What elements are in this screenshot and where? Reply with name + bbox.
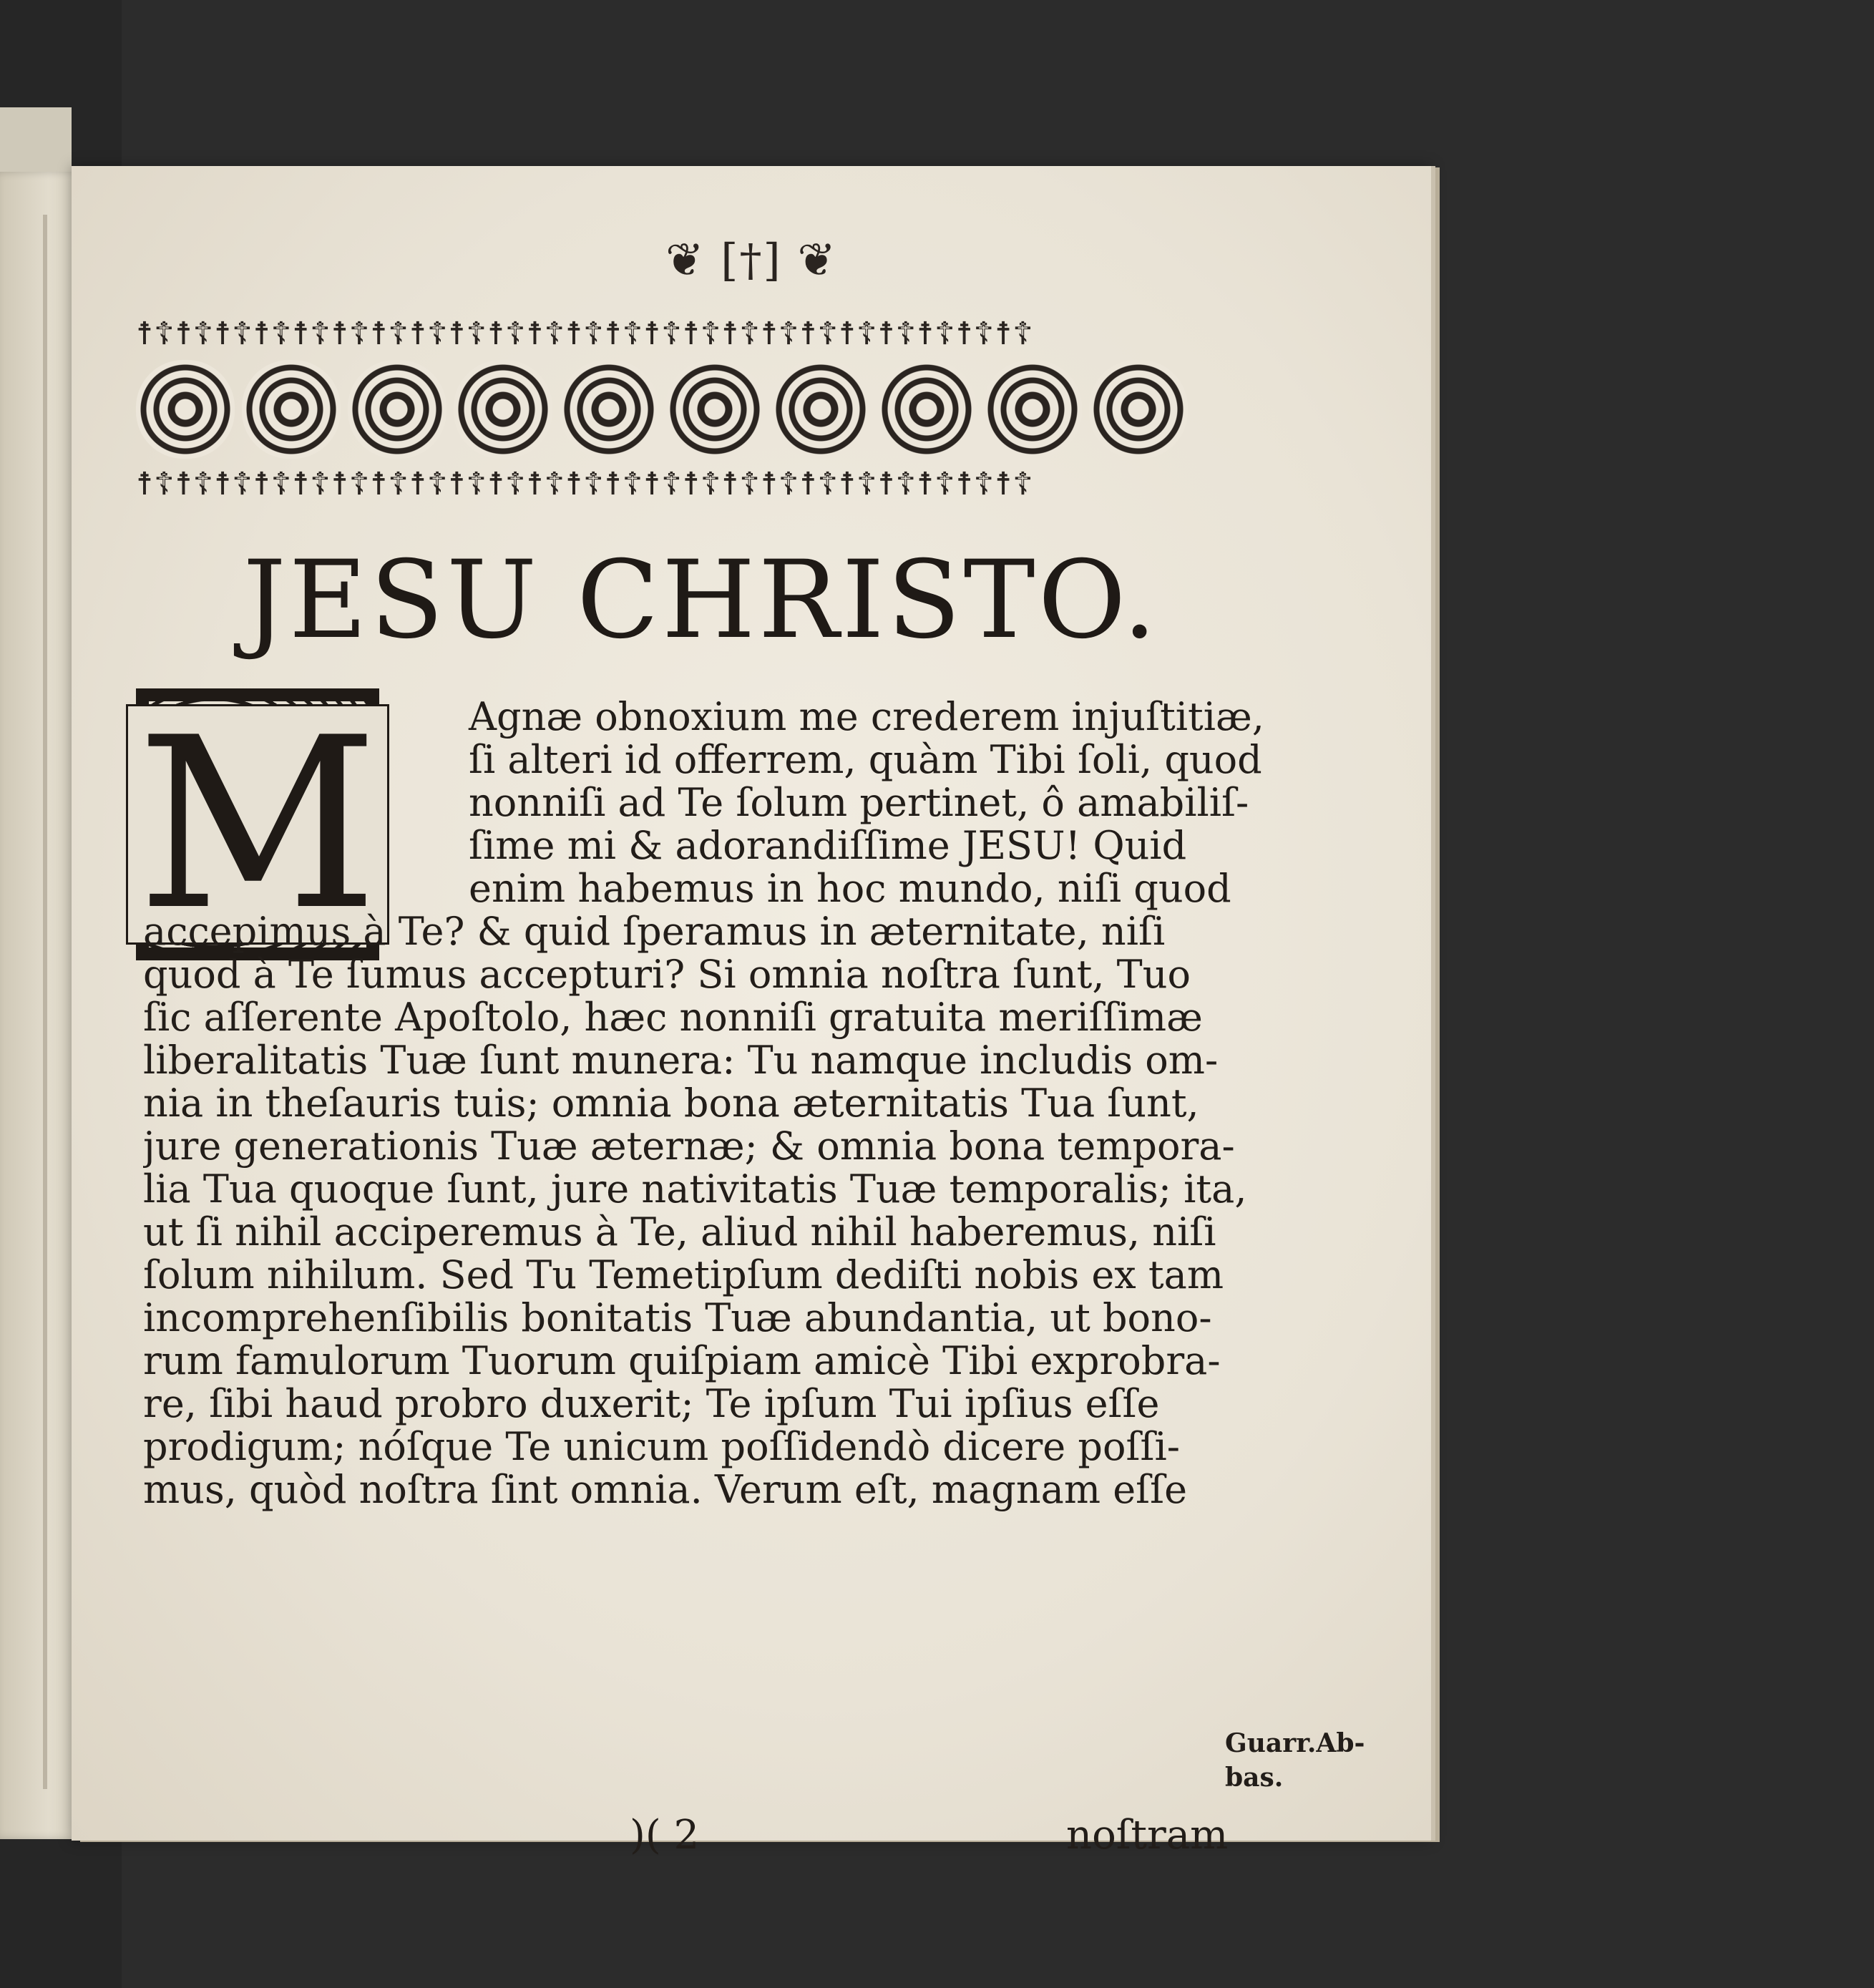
page-marker: [†] (721, 234, 782, 286)
ornament-middle-row (136, 356, 1231, 463)
text-line: ſic aſſerente Apoſtolo, hæc nonniſi gratuita meriſſimæ (143, 996, 1203, 1039)
marginal-note-line: Guarr.Ab- (1225, 1728, 1365, 1758)
ornament-medallion-icon (348, 360, 446, 459)
text-line: lia Tua quoque ſunt, jure nativitatis Tuæ temporalis; ita, (143, 1168, 1247, 1211)
running-head (72, 234, 1431, 287)
ornament-top-row: ☨☦☨☦☨☦☨☦☨☦☨☦☨☦☨☦☨☦☨☦☨☦☨☦☨☦☨☦☨☦☨☦☨☦☨☦☨☦☨☦☨☦☨☦☨☦ (136, 316, 1034, 352)
fleuron-left-icon: ❦ (665, 234, 706, 287)
book-page (72, 166, 1431, 1858)
ornament-medallion-icon (136, 360, 235, 459)
ornament-medallion-icon (560, 360, 658, 459)
signature-mark: )( 2 (630, 1812, 700, 1858)
ornament-medallion-icon (665, 360, 764, 459)
page-title: JESU CHRISTO. (243, 538, 1160, 663)
ornament-medallion-icon (1089, 360, 1188, 459)
catchword: noſtram (1066, 1812, 1229, 1858)
text-line: Agnæ obnoxium me crederem injuſtitiæ, (469, 696, 1264, 739)
ornament-medallion-icon (454, 360, 552, 459)
text-line: accepimus à Te? & quid ſperamus in æternitate, niſi (143, 910, 1166, 953)
ornamental-headpiece (136, 313, 1231, 513)
text-line: prodigum; nóſque Te unicum poſſidendò dicere poſſi- (143, 1426, 1180, 1468)
text-line: nia in theſauris tuis; omnia bona æternitatis Tua ſunt, (143, 1082, 1199, 1125)
text-line: nonniſi ad Te ſolum pertinet, ô amabiliſ- (469, 781, 1249, 824)
ornament-medallion-icon (242, 360, 341, 459)
text-line: re, ſibi haud probro duxerit; Te ipſum Tui ipſius eſſe (143, 1383, 1160, 1426)
ornament-bottom-row: ☨☦☨☦☨☦☨☦☨☦☨☦☨☦☨☦☨☦☨☦☨☦☨☦☨☦☨☦☨☦☨☦☨☦☨☦☨☦☨☦☨☦☨☦☨☦ (136, 466, 1034, 502)
text-line: ſi alteri id offerrem, quàm Tibi ſoli, quod (469, 739, 1262, 781)
marginal-note-line: bas. (1225, 1763, 1284, 1793)
marginal-note (1225, 1726, 1365, 1795)
ornament-medallion-icon (771, 360, 870, 459)
text-line: ſolum nihilum. Sed Tu Temetipſum dediſti nobis ex tam (143, 1254, 1224, 1297)
body-text (143, 696, 1288, 1511)
text-line: liberalitatis Tuæ ſunt munera: Tu namque includis om- (143, 1039, 1219, 1082)
text-line: mus, quòd noſtra ſint omnia. Verum eſt, magnam eſſe (143, 1468, 1188, 1511)
text-line: rum famulorum Tuorum quiſpiam amicè Tibi exprobra- (143, 1340, 1221, 1383)
text-line: enim habemus in hoc mundo, niſi quod (469, 867, 1231, 910)
text-line: incomprehenſibilis bonitatis Tuæ abundantia, ut bono- (143, 1297, 1212, 1340)
text-line: ſime mi & adorandiſſime JESU! Quid (469, 824, 1187, 867)
text-line: jure generationis Tuæ æternæ; & omnia bona tempora- (143, 1125, 1235, 1168)
book-spine (0, 107, 72, 173)
ornament-medallion-icon (983, 360, 1082, 459)
initial-letter: M (126, 704, 389, 945)
fleuron-right-icon: ❦ (797, 234, 838, 287)
text-line: ut ſi nihil acciperemus à Te, aliud nihil haberemus, niſi (143, 1211, 1216, 1254)
ornament-medallion-icon (877, 360, 976, 459)
text-line: quod à Te ſumus accepturi? Si omnia noſtra ſunt, Tuo (143, 953, 1191, 996)
